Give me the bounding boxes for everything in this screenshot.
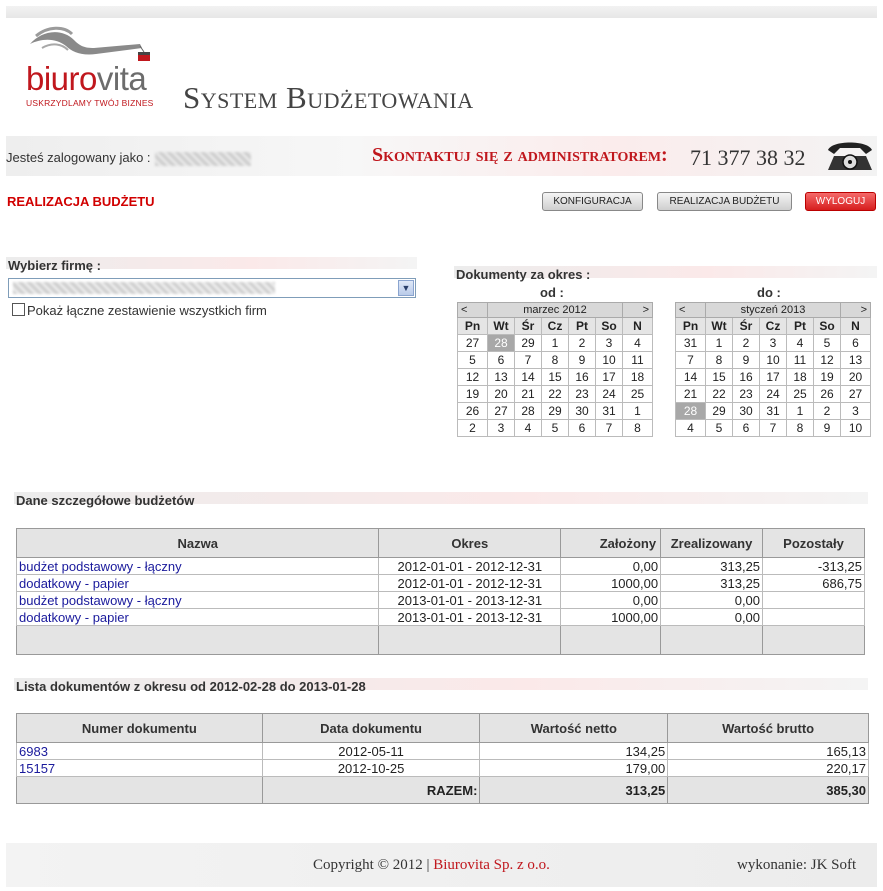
budgets-table: [16, 528, 865, 655]
table-cell: [763, 609, 865, 626]
calendar-day[interactable]: 24: [760, 386, 787, 403]
calendar-day[interactable]: 3: [488, 420, 515, 437]
col-doc-number: Numer dokumentu: [17, 714, 263, 743]
weekday-label: Pt: [787, 318, 814, 335]
calendar-day[interactable]: 3: [760, 335, 787, 352]
company-label: Wybierz firmę :: [8, 258, 101, 273]
calendar-day[interactable]: 7: [760, 420, 787, 437]
footer-cell: [661, 626, 763, 655]
table-cell: 2012-10-25: [262, 760, 480, 777]
calendar-day[interactable]: 6: [488, 352, 515, 369]
calendar-day[interactable]: 12: [814, 352, 841, 369]
logo-tagline: USKRZYDLAMY TWÓJ BIZNES: [26, 98, 154, 108]
calendar-day[interactable]: 5: [458, 352, 488, 369]
calendar-day-selected[interactable]: 28: [488, 335, 515, 352]
system-title: System Budżetowania: [183, 80, 474, 115]
calendar-day-selected[interactable]: 28: [676, 403, 706, 420]
to-month-label: styczeń 2013: [706, 303, 841, 318]
weekday-label: Pn: [676, 318, 706, 335]
section-title: REALIZACJA BUDŻETU: [7, 194, 155, 209]
calendar-day[interactable]: 17: [596, 369, 623, 386]
calendar-day[interactable]: 20: [488, 386, 515, 403]
table-row: [17, 743, 869, 760]
footer-cell: [763, 626, 865, 655]
to-weekday-row: [676, 318, 871, 335]
calendar-day[interactable]: 26: [458, 403, 488, 420]
calendar-day[interactable]: 11: [787, 352, 814, 369]
weekday-label: Wt: [706, 318, 733, 335]
calendar-day[interactable]: 24: [596, 386, 623, 403]
table-cell: 2013-01-01 - 2013-12-31: [379, 592, 561, 609]
calendar-day[interactable]: 31: [760, 403, 787, 420]
calendar-day[interactable]: 5: [542, 420, 569, 437]
calendar-day[interactable]: 10: [596, 352, 623, 369]
col-remaining: Pozostały: [763, 529, 865, 558]
from-week-row: [458, 386, 653, 403]
calendar-day[interactable]: 6: [733, 420, 760, 437]
calendar-day[interactable]: 2: [814, 403, 841, 420]
calendar-day[interactable]: 9: [814, 420, 841, 437]
calendar-day[interactable]: 5: [814, 335, 841, 352]
calendar-day[interactable]: 9: [569, 352, 596, 369]
logged-user: Jesteś zalogowany jako :: [6, 150, 251, 166]
footer-company-link[interactable]: Biurovita Sp. z o.o.: [433, 857, 550, 873]
top-bar: [6, 6, 877, 18]
calendar-day[interactable]: 31: [596, 403, 623, 420]
calendar-day[interactable]: 27: [458, 335, 488, 352]
to-week-row: [676, 386, 871, 403]
table-row: [17, 575, 865, 592]
calendar-day[interactable]: 16: [733, 369, 760, 386]
to-calendar[interactable]: [675, 302, 871, 437]
from-month-label: marzec 2012: [488, 303, 623, 318]
from-week-row: [458, 403, 653, 420]
col-netto: Wartość netto: [480, 714, 668, 743]
budget-name-link[interactable]: dodatkowy - papier: [17, 609, 379, 626]
calendar-day[interactable]: 12: [458, 369, 488, 386]
calendar-day[interactable]: 1: [706, 335, 733, 352]
calendar-day[interactable]: 6: [841, 335, 871, 352]
table-cell: 0,00: [661, 592, 763, 609]
calendar-day[interactable]: 2: [569, 335, 596, 352]
blurred-company-name: [13, 282, 275, 294]
document-number-link[interactable]: 15157: [17, 760, 263, 777]
from-label: od :: [540, 285, 564, 300]
to-week-row: [676, 403, 871, 420]
to-week-row: [676, 420, 871, 437]
calendar-day[interactable]: 1: [623, 403, 653, 420]
calendar-day[interactable]: 2: [458, 420, 488, 437]
footer-cell: [561, 626, 661, 655]
calendar-day[interactable]: 21: [515, 386, 542, 403]
from-weekday-row: [458, 318, 653, 335]
weekday-label: Cz: [760, 318, 787, 335]
from-prev-month-button[interactable]: <: [458, 303, 488, 318]
calendar-day[interactable]: 28: [515, 403, 542, 420]
table-cell: 686,75: [763, 575, 865, 592]
table-row: [17, 760, 869, 777]
from-week-row: [458, 369, 653, 386]
weekday-label: Śr: [515, 318, 542, 335]
calendar-day[interactable]: 29: [515, 335, 542, 352]
calendar-day[interactable]: 21: [676, 386, 706, 403]
blurred-username: [155, 152, 251, 166]
calendar-day[interactable]: 2: [733, 335, 760, 352]
calendar-day[interactable]: 10: [841, 420, 871, 437]
weekday-label: So: [814, 318, 841, 335]
calendar-day[interactable]: 8: [623, 420, 653, 437]
calendar-day[interactable]: 5: [706, 420, 733, 437]
calendar-day[interactable]: 4: [676, 420, 706, 437]
table-cell: 2013-01-01 - 2013-12-31: [379, 609, 561, 626]
calendar-day[interactable]: 1: [787, 403, 814, 420]
calendar-day[interactable]: 9: [733, 352, 760, 369]
table-row: [17, 558, 865, 575]
table-cell: 2012-01-01 - 2012-12-31: [379, 558, 561, 575]
calendar-day[interactable]: 8: [542, 352, 569, 369]
calendar-day[interactable]: 6: [569, 420, 596, 437]
calendar-day[interactable]: 29: [706, 403, 733, 420]
calendar-day[interactable]: 22: [706, 386, 733, 403]
chevron-down-icon[interactable]: ▼: [398, 280, 414, 296]
calendar-day[interactable]: 25: [787, 386, 814, 403]
calendar-day[interactable]: 7: [676, 352, 706, 369]
table-cell: 0,00: [661, 609, 763, 626]
budgets-footer-row: [17, 626, 865, 655]
calendar-day[interactable]: 18: [623, 369, 653, 386]
document-number-link[interactable]: 6983: [17, 743, 263, 760]
calendar-day[interactable]: 22: [542, 386, 569, 403]
contact-phone: 71 377 38 32: [690, 145, 806, 170]
col-period: Okres: [379, 529, 561, 558]
calendar-day[interactable]: 13: [488, 369, 515, 386]
copyright: Copyright © 2012 | Biurovita Sp. z o.o.: [313, 857, 550, 873]
calendar-day[interactable]: 14: [676, 369, 706, 386]
documents-title: Lista dokumentów z okresu od 2012-02-28 do 2013-01-28: [16, 679, 366, 694]
weekday-label: Pt: [569, 318, 596, 335]
calendar-day[interactable]: 15: [542, 369, 569, 386]
budget-name-link[interactable]: budżet podstawowy - łączny: [17, 592, 379, 609]
to-next-month-button[interactable]: >: [841, 303, 871, 318]
calendar-day[interactable]: 20: [841, 369, 871, 386]
calendar-day[interactable]: 10: [760, 352, 787, 369]
to-label: do :: [757, 285, 781, 300]
budget-name-link[interactable]: budżet podstawowy - łączny: [17, 558, 379, 575]
period-label: Dokumenty za okres :: [456, 267, 591, 282]
calendar-day[interactable]: 26: [814, 386, 841, 403]
calendar-day[interactable]: 1: [542, 335, 569, 352]
company-select[interactable]: [8, 278, 416, 298]
calendar-day[interactable]: 19: [458, 386, 488, 403]
logout-button[interactable]: WYLOGUJ: [805, 192, 876, 211]
calendar-day[interactable]: 3: [841, 403, 871, 420]
to-week-row: [676, 335, 871, 352]
show-all-companies-row[interactable]: [12, 303, 267, 318]
footer-cell: [379, 626, 561, 655]
to-week-row: [676, 352, 871, 369]
weekday-label: Śr: [733, 318, 760, 335]
table-cell: 1000,00: [561, 575, 661, 592]
from-calendar[interactable]: [457, 302, 653, 437]
documents-table: [16, 713, 869, 804]
table-row: [17, 592, 865, 609]
to-week-row: [676, 369, 871, 386]
calendar-day[interactable]: 27: [488, 403, 515, 420]
weekday-label: So: [596, 318, 623, 335]
table-cell: [763, 592, 865, 609]
telephone-icon: [822, 136, 878, 174]
footer-cell: [17, 777, 263, 804]
documents-total-row: [17, 777, 869, 804]
from-next-month-button[interactable]: >: [623, 303, 653, 318]
calendar-day[interactable]: 14: [515, 369, 542, 386]
show-all-checkbox[interactable]: [12, 303, 25, 316]
total-netto: 313,25: [480, 777, 668, 804]
calendar-day[interactable]: 17: [760, 369, 787, 386]
table-cell: 165,13: [668, 743, 869, 760]
calendar-day[interactable]: 8: [787, 420, 814, 437]
table-cell: 220,17: [668, 760, 869, 777]
weekday-label: N: [623, 318, 653, 335]
calendar-day[interactable]: 15: [706, 369, 733, 386]
contact-admin-text: Skontaktuj się z administratorem:: [372, 144, 668, 166]
footer-cell: [17, 626, 379, 655]
table-cell: 1000,00: [561, 609, 661, 626]
calendar-day[interactable]: 16: [569, 369, 596, 386]
budgets-title: Dane szczegółowe budżetów: [16, 493, 195, 508]
weekday-label: N: [841, 318, 871, 335]
calendar-day[interactable]: 11: [623, 352, 653, 369]
table-cell: 179,00: [480, 760, 668, 777]
table-cell: 2012-01-01 - 2012-12-31: [379, 575, 561, 592]
realization-button[interactable]: REALIZACJA BUDŻETU: [657, 192, 792, 211]
calendar-day[interactable]: 27: [841, 386, 871, 403]
to-calendar-header: [676, 303, 871, 318]
weekday-label: Wt: [488, 318, 515, 335]
calendar-day[interactable]: 7: [515, 352, 542, 369]
calendar-day[interactable]: 18: [787, 369, 814, 386]
from-week-row: [458, 352, 653, 369]
from-week-row: [458, 335, 653, 352]
col-doc-date: Data dokumentu: [262, 714, 480, 743]
calendar-day[interactable]: 30: [569, 403, 596, 420]
budget-name-link[interactable]: dodatkowy - papier: [17, 575, 379, 592]
calendar-day[interactable]: 4: [515, 420, 542, 437]
total-brutto: 385,30: [668, 777, 869, 804]
calendar-day[interactable]: 29: [542, 403, 569, 420]
col-name: Nazwa: [17, 529, 379, 558]
config-button[interactable]: KONFIGURACJA: [542, 192, 643, 211]
table-cell: -313,25: [763, 558, 865, 575]
calendar-day[interactable]: 19: [814, 369, 841, 386]
col-planned: Założony: [561, 529, 661, 558]
calendar-day[interactable]: 23: [569, 386, 596, 403]
made-by: wykonanie: JK Soft: [737, 857, 857, 873]
table-cell: 2012-05-11: [262, 743, 480, 760]
table-cell: 313,25: [661, 575, 763, 592]
calendar-day[interactable]: 3: [596, 335, 623, 352]
from-week-row: [458, 420, 653, 437]
calendar-day[interactable]: 23: [733, 386, 760, 403]
total-label: RAZEM:: [262, 777, 480, 804]
col-brutto: Wartość brutto: [668, 714, 869, 743]
table-cell: 0,00: [561, 592, 661, 609]
calendar-day[interactable]: 4: [787, 335, 814, 352]
calendar-day[interactable]: 4: [623, 335, 653, 352]
calendar-day[interactable]: 25: [623, 386, 653, 403]
table-cell: 313,25: [661, 558, 763, 575]
from-calendar-header: [458, 303, 653, 318]
calendar-day[interactable]: 31: [676, 335, 706, 352]
weekday-label: Pn: [458, 318, 488, 335]
calendar-day[interactable]: 8: [706, 352, 733, 369]
calendar-day[interactable]: 7: [596, 420, 623, 437]
to-prev-month-button[interactable]: <: [676, 303, 706, 318]
col-realized: Zrealizowany: [661, 529, 763, 558]
calendar-day[interactable]: 13: [841, 352, 871, 369]
calendar-day[interactable]: 30: [733, 403, 760, 420]
logo-wordmark: biurovita: [26, 60, 147, 97]
weekday-label: Cz: [542, 318, 569, 335]
table-cell: 134,25: [480, 743, 668, 760]
show-all-label: Pokaż łączne zestawienie wszystkich firm: [27, 303, 267, 318]
table-cell: 0,00: [561, 558, 661, 575]
table-row: [17, 609, 865, 626]
